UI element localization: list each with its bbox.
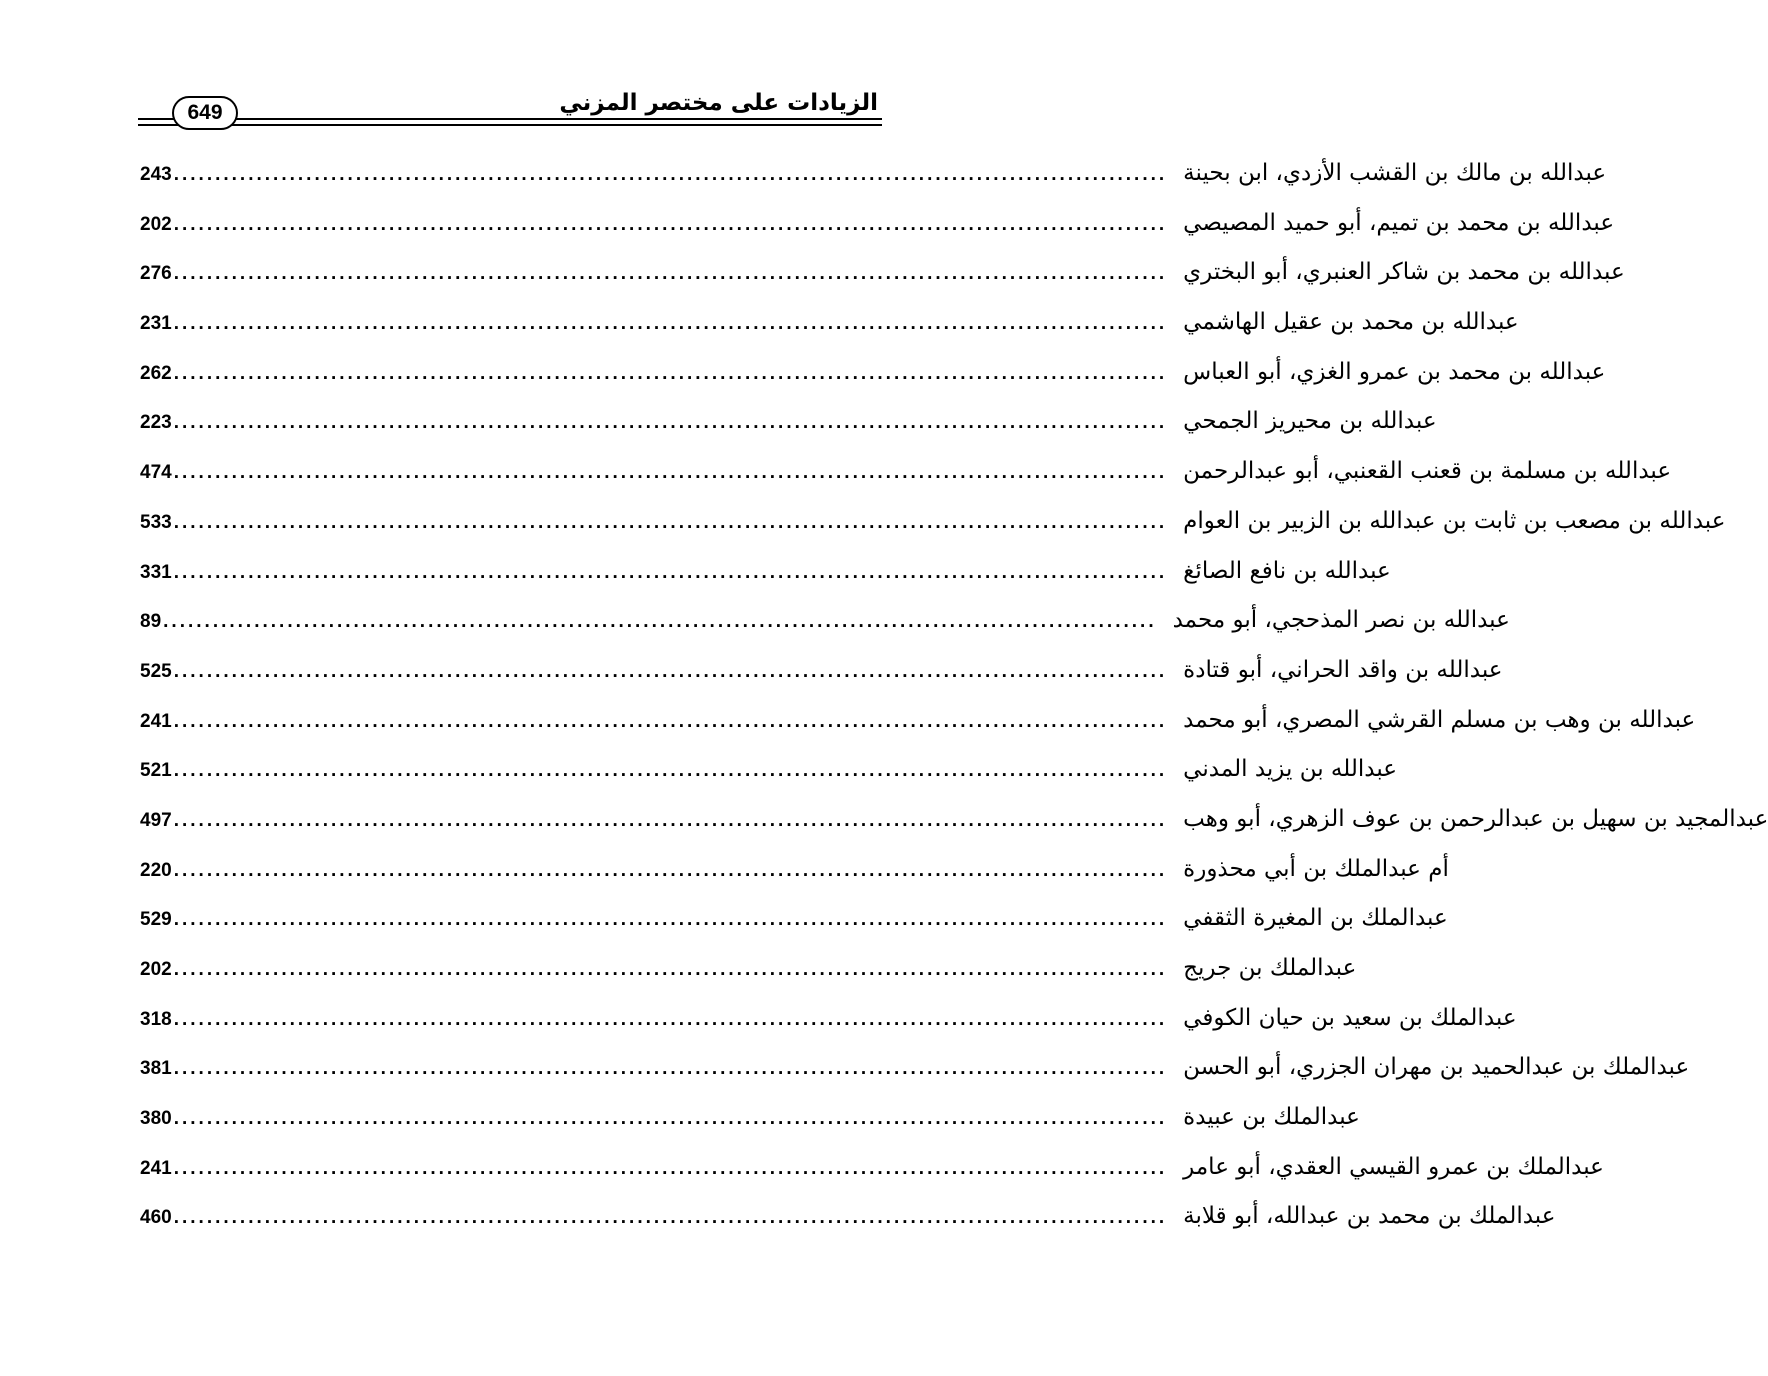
entry-page-number: 262 (140, 362, 172, 384)
entry-page-number: 220 (140, 859, 172, 881)
dot-leader: ........................................................................................................................ (173, 710, 1168, 732)
entry-page-number: 521 (140, 760, 172, 782)
dot-leader: ........................................................................................................................ (173, 1157, 1168, 1179)
entry-name: عبدالله بن نافع الصائغ (1183, 557, 1391, 584)
page-number: 649 (172, 96, 238, 130)
dot-leader: ........................................................................................................................ (173, 164, 1168, 185)
dot-leader: ........................................................................................................................ (173, 1008, 1168, 1030)
index-entry (140, 756, 1397, 806)
entry-page-number: 241 (140, 1157, 172, 1179)
index-entry (140, 905, 1448, 955)
entry-page-number: 474 (140, 462, 172, 484)
dot-leader: ........................................................................................................................ (173, 412, 1168, 434)
entry-name: عبدالملك بن المغيرة الثقفي (1183, 905, 1448, 932)
entry-page-number: 231 (140, 313, 172, 335)
index-entry (140, 309, 1519, 359)
dot-leader: ........................................................................................................................ (173, 909, 1168, 931)
entry-page-number: 276 (140, 263, 172, 285)
entry-page-number: 202 (140, 213, 172, 235)
entry-name: أم عبدالملك بن أبي محذورة (1183, 855, 1449, 882)
entry-page-number: 497 (140, 809, 172, 831)
entry-name: عبدالله بن واقد الحراني، أبو قتادة (1183, 656, 1503, 683)
dot-leader: ........................................................................................................................ (173, 313, 1168, 335)
entry-name: عبدالملك بن عمرو القيسي العقدي، أبو عامر (1183, 1153, 1604, 1180)
entry-name: عبدالمجيد بن سهيل بن عبدالرحمن بن عوف الزهري، أبو وهب (1183, 805, 1768, 832)
header-rule-top (138, 118, 882, 120)
entry-name: عبدالله بن مسلمة بن قعنب القعنبي، أبو عبدالرحمن (1183, 458, 1672, 485)
entry-name: عبدالله بن نصر المذحجي، أبو محمد (1172, 607, 1510, 634)
dot-leader: ........................................................................................................................ (173, 859, 1168, 881)
index-entry (140, 855, 1449, 906)
entry-page-number: 380 (140, 1108, 172, 1130)
entry-name: عبدالملك بن عبيدة (1183, 1104, 1360, 1131)
dot-leader: ........................................................................................................................ (173, 462, 1168, 484)
book-title: الزيادات على مختصر المزني (559, 90, 878, 116)
index-entry (140, 507, 1726, 558)
entry-name: عبدالله بن يزيد المدني (1183, 756, 1397, 783)
page-header (138, 88, 882, 138)
index-entry (140, 1104, 1360, 1154)
entry-name: عبدالملك بن عبدالحميد بن مهران الجزري، أبو الحسن (1183, 1054, 1690, 1081)
index-entry (140, 1054, 1690, 1104)
entry-page-number: 243 (140, 164, 172, 185)
entry-name: عبدالله بن مصعب بن ثابت بن عبدالله بن الزبير بن العوام (1183, 507, 1726, 534)
entry-name: عبدالله بن مالك بن القشب الأزدي، ابن بحينة (1183, 160, 1607, 186)
dot-leader: ........................................................................................................................ (163, 611, 1157, 633)
entry-name: عبدالملك بن سعيد بن حيان الكوفي (1183, 1004, 1517, 1031)
entry-name: عبدالله بن محيريز الجمحي (1183, 408, 1437, 435)
dot-leader: ........................................................................................................................ (173, 959, 1168, 980)
index-entry (140, 805, 1768, 856)
entry-page-number: 529 (140, 909, 172, 931)
index-entry (140, 955, 1357, 1005)
entry-name: عبدالملك بن جريج (1183, 955, 1357, 981)
index-entry (140, 706, 1696, 757)
index-entry (140, 1004, 1517, 1055)
index-entry (140, 1203, 1556, 1253)
dot-leader: ........................................................................................................................ (173, 660, 1168, 682)
dot-leader: ........................................................................................................................ (173, 561, 1168, 583)
entry-name: عبدالملك بن محمد بن عبدالله، أبو قلابة (1183, 1203, 1556, 1230)
entry-page-number: 202 (140, 959, 172, 980)
entry-page-number: 223 (140, 412, 172, 434)
dot-leader: ........................................................................................................................ (173, 362, 1168, 384)
dot-leader: ........................................................................................................................ (173, 263, 1168, 285)
entry-page-number: 525 (140, 660, 172, 682)
index-entry (140, 458, 1672, 508)
index-entry (140, 259, 1625, 309)
index-entry (140, 160, 1607, 210)
entry-page-number: 533 (140, 511, 172, 533)
header-rule-bottom (138, 124, 882, 126)
entry-page-number: 241 (140, 710, 172, 732)
index-entry (140, 1153, 1604, 1204)
dot-leader: ........................................................................................................................ (173, 1058, 1168, 1080)
dot-leader: ........................................................................................................................ (173, 1108, 1168, 1130)
entry-page-number: 89 (140, 611, 162, 633)
entry-page-number: 318 (140, 1008, 172, 1030)
entry-page-number: 460 (140, 1207, 172, 1229)
dot-leader: ........................................................................................................................ (173, 511, 1168, 533)
entry-page-number: 381 (140, 1058, 172, 1080)
index-entry (140, 607, 1510, 657)
index-entry (140, 656, 1503, 707)
index-entry (140, 408, 1437, 458)
entry-page-number: 331 (140, 561, 172, 583)
entry-name: عبدالله بن محمد بن شاكر العنبري، أبو البختري (1183, 259, 1625, 286)
entry-name: عبدالله بن محمد بن عقيل الهاشمي (1183, 309, 1519, 336)
dot-leader: ........................................................................................................................ (173, 760, 1168, 782)
index-entry (140, 557, 1391, 608)
dot-leader: ........................................................................................................................ (173, 809, 1168, 831)
index-entry (140, 358, 1606, 409)
entry-name: عبدالله بن محمد بن عمرو الغزي، أبو العباس (1183, 358, 1606, 385)
index-entry (140, 209, 1615, 260)
entry-name: عبدالله بن محمد بن تميم، أبو حميد المصيصي (1183, 209, 1615, 236)
dot-leader: ........................................................................................................................ (173, 1207, 1168, 1229)
dot-leader: ........................................................................................................................ (173, 213, 1168, 235)
entry-name: عبدالله بن وهب بن مسلم القرشي المصري، أبو محمد (1183, 706, 1696, 733)
name-index-list (140, 160, 1768, 1253)
